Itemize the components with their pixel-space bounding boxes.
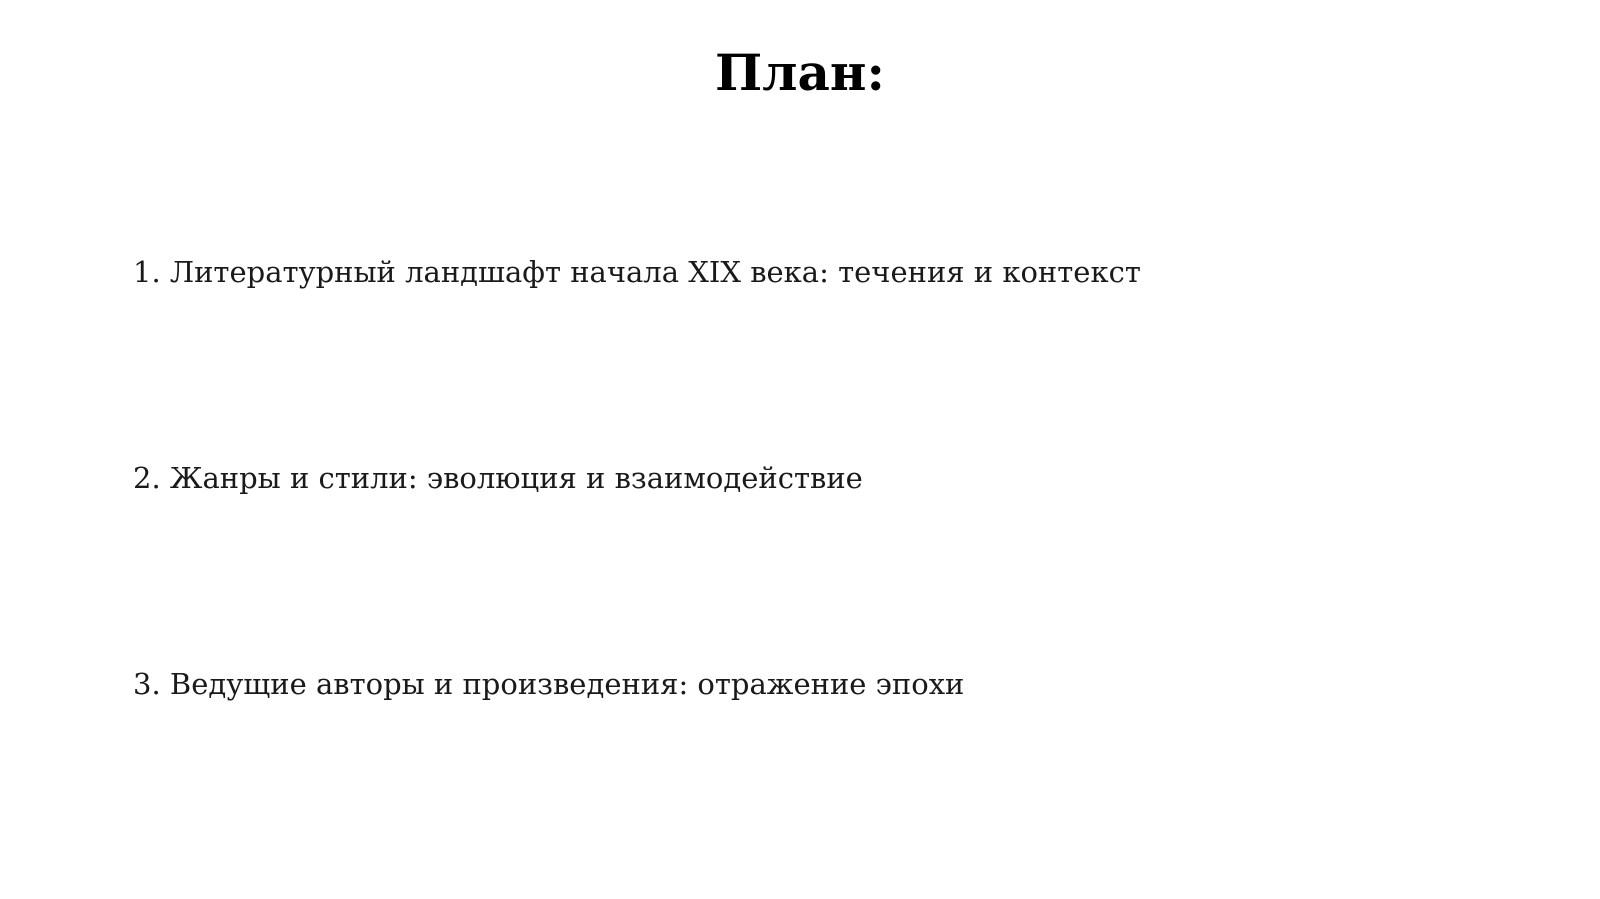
plan-item-text: Литературный ландшафт начала XIX века: течения и контекст	[169, 255, 1141, 289]
slide-title: План:	[715, 43, 885, 102]
plan-item-1	[133, 252, 1141, 292]
plan-item-2	[133, 458, 863, 498]
plan-item-number: 1.	[133, 255, 161, 289]
plan-item-number: 2.	[133, 461, 161, 495]
plan-item-text: Жанры и стили: эволюция и взаимодействие	[169, 461, 863, 495]
plan-item-text: Ведущие авторы и произведения: отражение эпохи	[169, 667, 965, 701]
plan-item-3	[133, 664, 964, 704]
plan-item-number: 3.	[133, 667, 161, 701]
